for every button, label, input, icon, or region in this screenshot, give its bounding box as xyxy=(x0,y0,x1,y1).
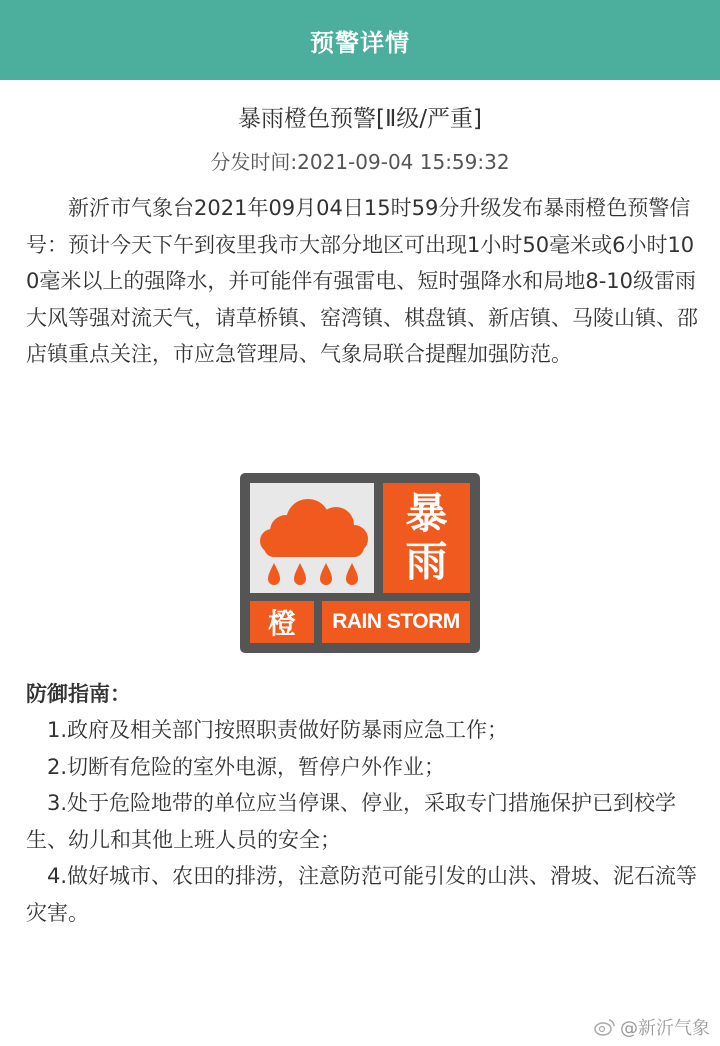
page-title: 预警详情 xyxy=(310,28,410,57)
header-bar xyxy=(0,0,720,80)
list-item: 3.处于危险地带的单位应当停课、停业，采取专门措施保护已到校学生、幼儿和其他上班人员的安全； xyxy=(26,791,677,852)
storm-char-panel xyxy=(383,483,470,593)
list-item: 4.做好城市、农田的排涝，注意防范可能引发的山洪、滑坡、泥石流等灾害。 xyxy=(26,864,698,925)
storm-char-top: 暴 xyxy=(405,489,448,538)
rain-cloud-graphic xyxy=(250,483,374,593)
watermark-text: @新沂气象 xyxy=(620,1018,710,1039)
alert-title: 暴雨橙色预警[Ⅱ级/严重] xyxy=(237,106,482,132)
watermark xyxy=(594,1014,710,1040)
rain-cloud-icon xyxy=(250,483,374,593)
guide-heading: 防御指南： xyxy=(26,682,131,706)
list-item: 1.政府及相关部门按照职责做好防暴雨应急工作； xyxy=(47,718,509,742)
list-item: 2.切断有危险的室外电源，暂停户外作业； xyxy=(47,754,446,779)
guide-list xyxy=(26,712,698,931)
warning-level-char: 橙 xyxy=(250,601,314,643)
storm-char-bottom: 雨 xyxy=(405,537,448,586)
alert-body: 新沂市气象台2021年09月04日15时59分升级发布暴雨橙色预警信号：预计今天下午到夜里我市大部分地区可出现1小时50毫米或6小时100毫米以上的强降水，并可能伴有强雷电、短时强降水和局地8-10级雷雨大风等强对流天气，请草桥镇、窑湾镇、棋盘镇、新店镇、马陵山镇、邵店镇重点关注，市应急管理局、气象局联合提醒加强防范。 xyxy=(26,196,698,366)
weibo-icon xyxy=(594,1018,616,1036)
issue-time: 分发时间:2021-09-04 15:59:32 xyxy=(210,150,510,174)
rainstorm-english-label: RAIN STORM xyxy=(322,601,470,643)
rainstorm-warning-sign xyxy=(240,473,480,653)
